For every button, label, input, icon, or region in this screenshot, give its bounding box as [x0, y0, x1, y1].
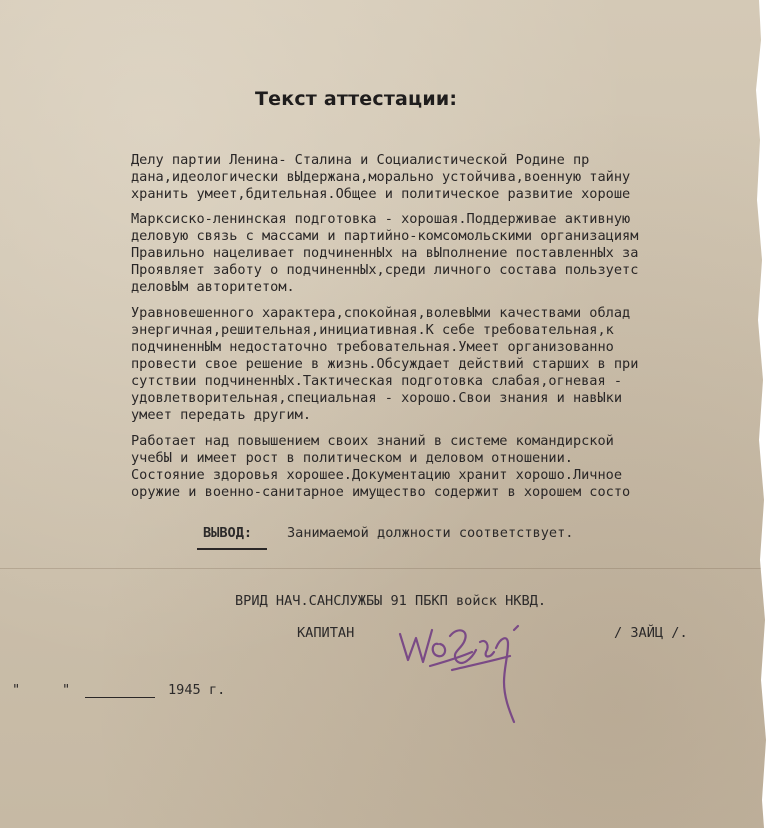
date-quote-open: "	[12, 682, 21, 698]
text-line: учебЫ и имеет рост в политическом и деловом отношении.	[131, 450, 573, 466]
text-line: Состояние здоровья хорошее.Документацию хранит хорошо.Личное	[131, 467, 623, 483]
handwritten-signature	[392, 612, 542, 732]
text-line: дана,идеологически вЫдержана,морально устойчива,военную тайну	[131, 169, 631, 185]
text-line: сутствии подчиненнЫх.Тактическая подготовка слабая,огневая -	[131, 373, 623, 389]
signer-rank: КАПИТАН	[297, 625, 355, 641]
conclusion-label: ВЫВОД:	[203, 525, 253, 541]
conclusion-text: Занимаемой должности соответствует.	[287, 525, 574, 541]
conclusion-underline	[197, 548, 267, 550]
date-year: 1945 г.	[168, 682, 226, 698]
signer-position: ВРИД НАЧ.САНСЛУЖБЫ 91 ПБКП войск НКВД.	[235, 593, 546, 609]
text-line: удовлетворительная,специальная - хорошо.Свои знания и навЫки	[131, 390, 623, 406]
text-line: Делу партии Ленина- Сталина и Социалистической Родине пр	[131, 152, 590, 168]
text-line: деловую связь с массами и партийно-комсомольскими организациям	[131, 228, 639, 244]
text-line: хранить умеет,бдительная.Общее и политическое развитие хороше	[131, 186, 631, 202]
text-line: оружие и военно-санитарное имущество содержит в хорошем состо	[131, 484, 631, 500]
text-line: умеет передать другим.	[131, 407, 312, 423]
text-line: Проявляет заботу о подчиненнЫх,среди личного состава пользуетс	[131, 262, 639, 278]
text-line: провести свое решение в жизнь.Обсуждает действий старших в при	[131, 356, 639, 372]
text-line: деловЫм авторитетом.	[131, 279, 295, 295]
date-blank-line	[85, 697, 155, 698]
text-line: Правильно нацеливает подчиненнЫх на вЫполнение поставленнЫх за	[131, 245, 639, 261]
signer-name: / ЗАЙЦ /.	[614, 625, 688, 641]
paper-fold-line	[0, 568, 771, 569]
text-line: подчиненнЫм недостаточно требовательная.Умеет организованно	[131, 339, 614, 355]
date-quote-close: "	[62, 682, 71, 698]
text-line: Работает над повышением своих знаний в системе командирской	[131, 433, 614, 449]
torn-edge	[745, 0, 771, 828]
document-title: Текст аттестации:	[255, 88, 458, 110]
text-line: Уравновешенного характера,спокойная,волевЫми качествами облад	[131, 305, 631, 321]
text-line: Марксиско-ленинская подготовка - хорошая.Поддерживае активную	[131, 211, 631, 227]
text-line: энергичная,решительная,инициативная.К себе требовательная,к	[131, 322, 614, 338]
